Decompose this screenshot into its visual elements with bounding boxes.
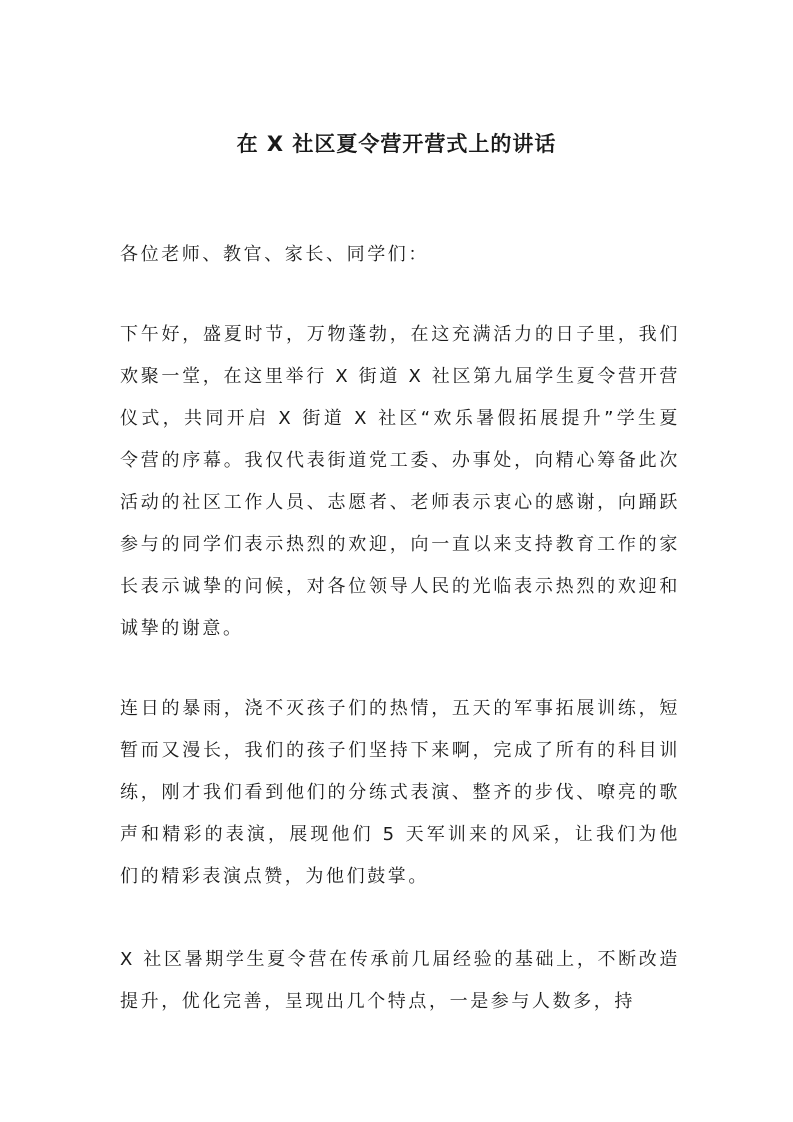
paragraph-1: 下午好，盛夏时节，万物蓬勃，在这充满活力的日子里，我们欢聚一堂，在这里举行 X 街道 X 社区第九届学生夏令营开营仪式，共同开启 X 街道 X 社区“欢乐暑假拓展提升”学生夏令营的序幕。我仅代表街道党工委、办事处，向精心筹备此次活动的社区工作人员、志愿者、老师表示衷心的感谢，向踊跃参与的同学们表示热烈的欢迎，向一直以来支持教育工作的家长表示诚挚的问候，对各位领导人民的光临表示热烈的欢迎和诚挚的谢意。 — [120, 324, 680, 639]
paragraph-2: 连日的暴雨，浇不灭孩子们的热情，五天的军事拓展训练，短暂而又漫长，我们的孩子们坚持下来啊，完成了所有的科目训练，刚才我们看到他们的分练式表演、整齐的步伐、嘹亮的歌声和精彩的表演，展现他们 5 天军训来的风采，让我们为他们的精彩表演点赞，为他们鼓掌。 — [120, 698, 680, 887]
greeting: 各位老师、教官、家长、同学们： — [120, 244, 429, 265]
paragraph-3: X 社区暑期学生夏令营在传承前几届经验的基础上，不断改造提升，优化完善，呈现出几个特点，一是参与人数多，持 — [120, 949, 680, 1012]
page-title: 在 X 社区夏令营开营式上的讲话 — [236, 132, 557, 156]
